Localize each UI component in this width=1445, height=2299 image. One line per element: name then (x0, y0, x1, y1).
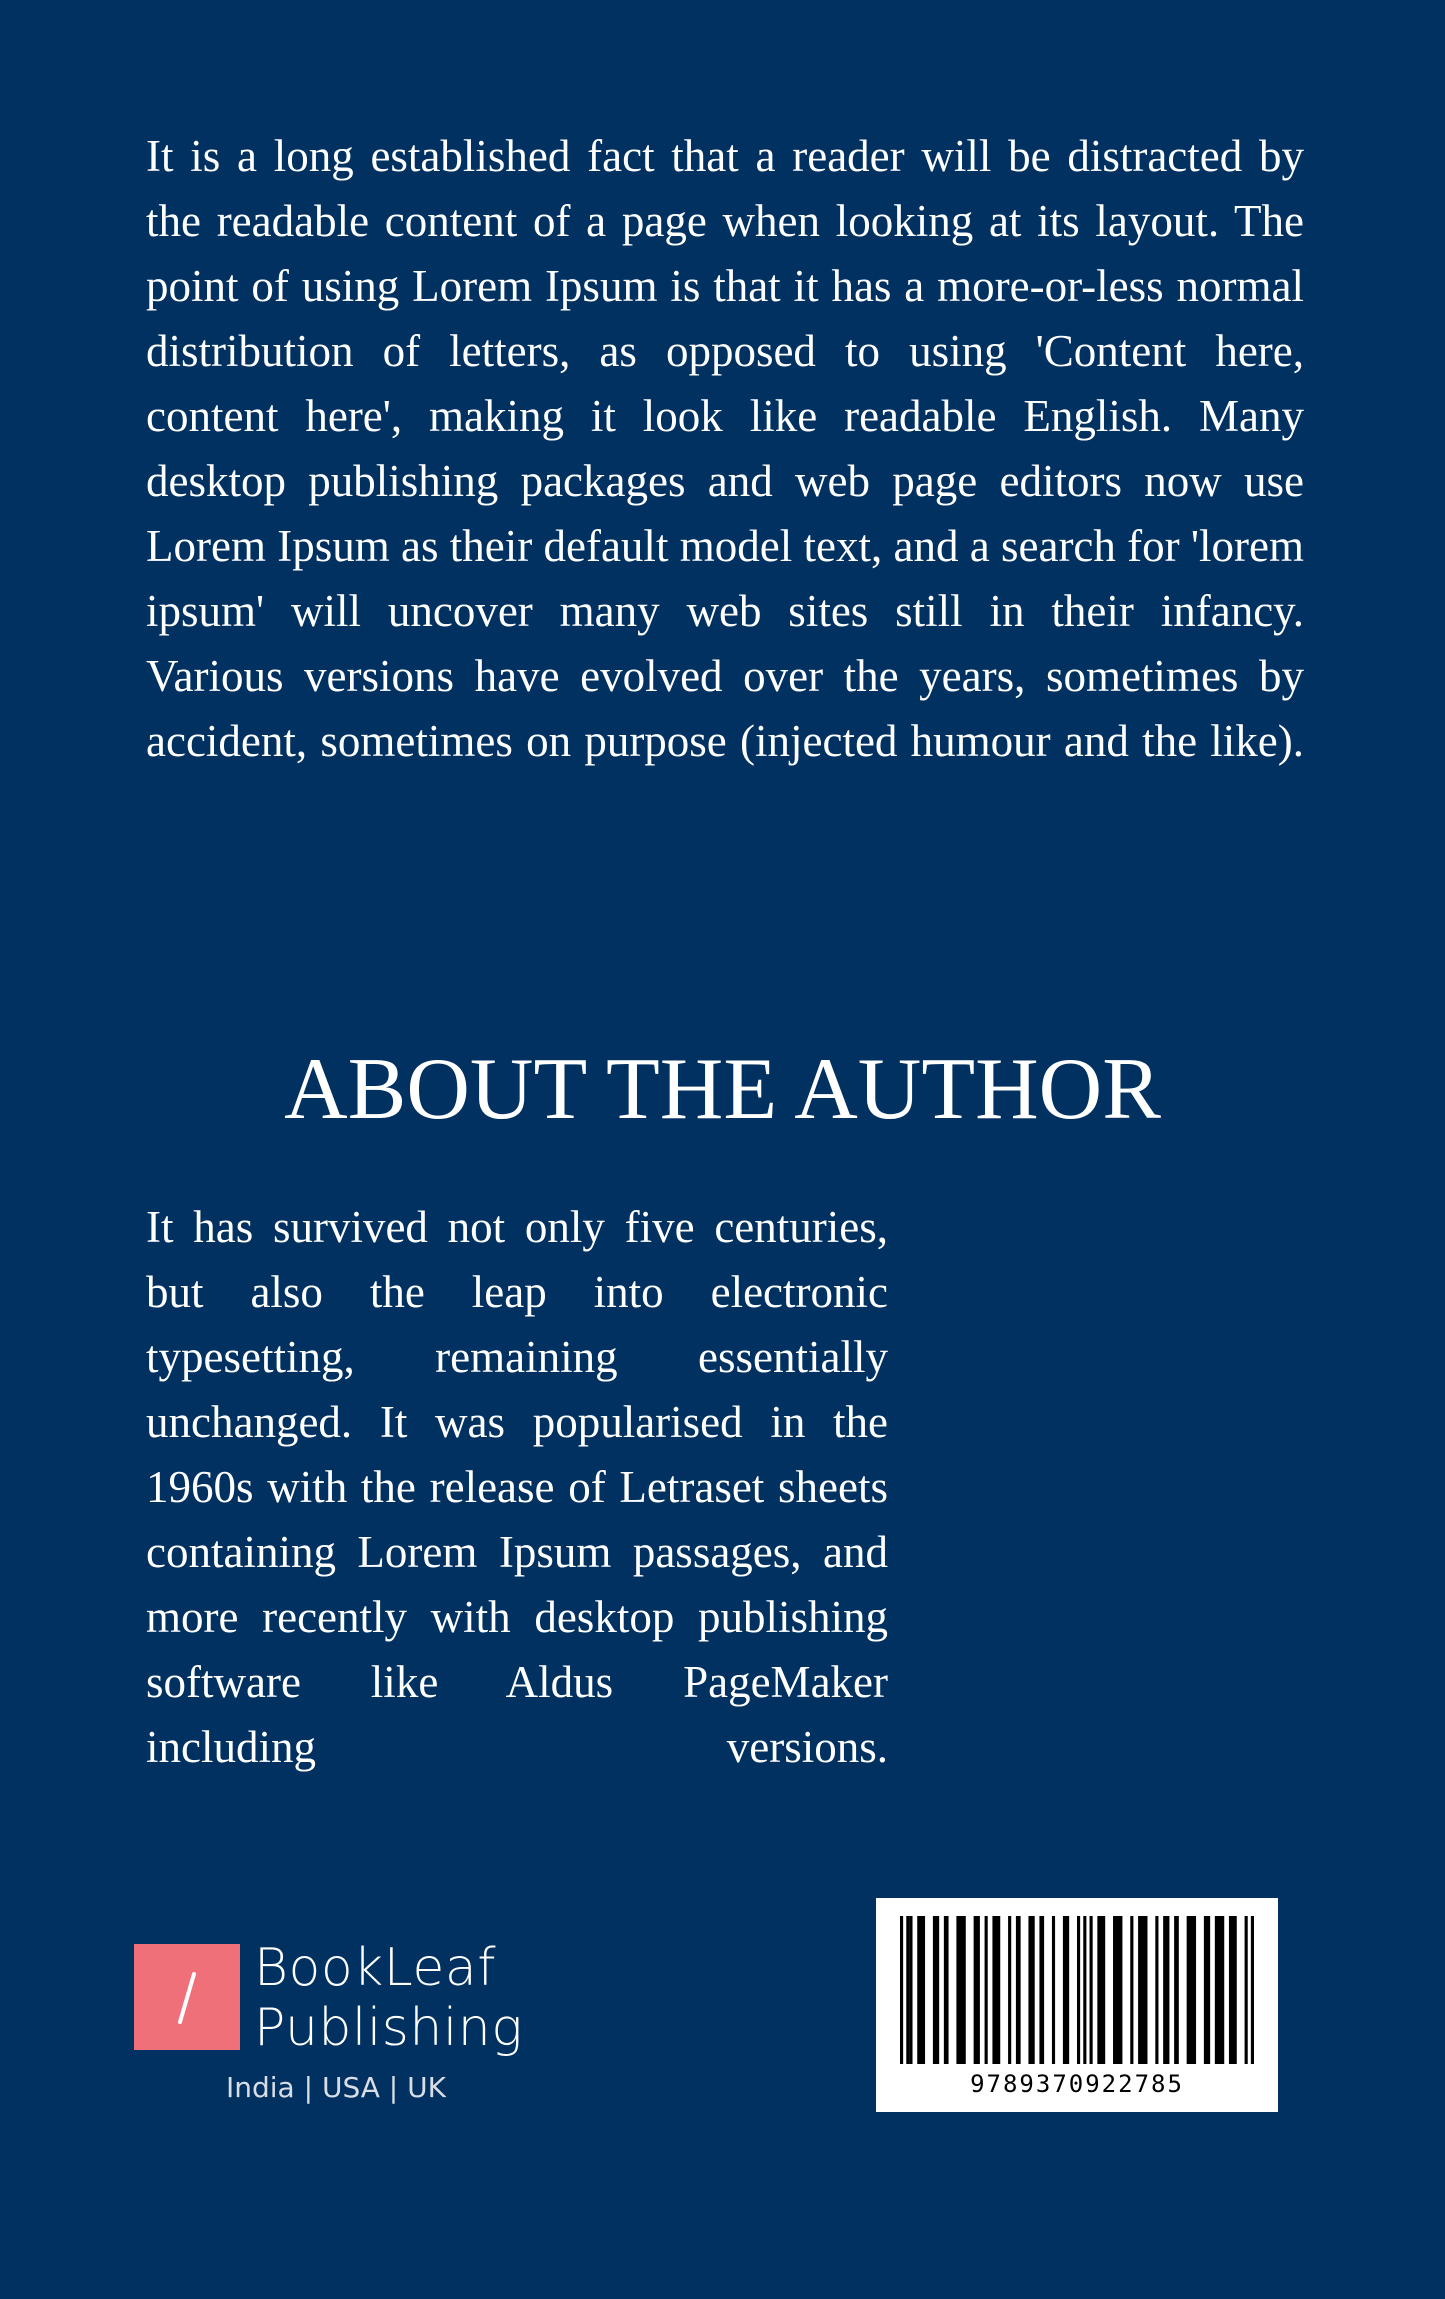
isbn-barcode (876, 1898, 1278, 2112)
barcode-bar (909, 1916, 912, 2064)
barcode-bar (1113, 1916, 1122, 2064)
barcode-bar (944, 1916, 949, 2064)
publisher-name (254, 1938, 523, 2058)
publisher-logo (134, 1938, 554, 2104)
barcode-bar (900, 1916, 903, 2064)
barcode-bar (1083, 1916, 1086, 2064)
barcode-bar (1028, 1916, 1034, 2064)
publisher-name-line1: BookLeaf (254, 1938, 497, 1998)
isbn-number: 9789370922785 (970, 2070, 1184, 2098)
barcode-bar (1251, 1916, 1254, 2064)
barcode-bar (1163, 1916, 1169, 2064)
book-blurb: It is a long established fact that a reader will be distracted by the readable content of a page when looking at its layout. The point of using Lorem Ipsum is that it has a more-or-less normal distribution of letters, as opposed to using 'Content here, content here', making it look like readable English. Many desktop publishing packages and web page editors now use Lorem Ipsum as their default model text, and a search for 'lorem ipsum' will uncover many web sites still in their infancy. Various versions have evolved over the years, sometimes by accident, sometimes on purpose (injected humour and the like). (146, 131, 1304, 766)
barcode-bar (956, 1916, 965, 2064)
barcode-bar (906, 1916, 909, 2064)
barcode-bar (1008, 1916, 1011, 2064)
barcode-bar (1174, 1916, 1179, 2064)
barcode-bar (1063, 1916, 1069, 2064)
barcode-bar (1130, 1916, 1133, 2064)
barcode-bar (1016, 1916, 1021, 2064)
barcode-bar (1187, 1916, 1196, 2064)
publisher-regions: India | USA | UK (226, 2071, 446, 2104)
barcode-bar (1204, 1916, 1210, 2064)
barcode-bar (1090, 1916, 1093, 2064)
barcode-bar (1077, 1916, 1080, 2064)
barcode-bar (933, 1916, 939, 2064)
author-bio: It has survived not only five centuries, but also the leap into electronic typesetting, remaining essentially unchanged. It was popularised in the 1960s with the release of Letraset sheets containing Lorem Ipsum passages, and more recently with desktop publishing software like Aldus PageMaker including versions. (146, 1202, 888, 1772)
barcode-bar (1229, 1916, 1237, 2064)
barcode-bar (917, 1916, 925, 2064)
barcode-bar (974, 1916, 980, 2064)
barcode-bars-icon (900, 1916, 1254, 2066)
publisher-name-line2: Publishing (254, 1998, 523, 2058)
slash-logo-icon (134, 1944, 240, 2050)
about-the-author-heading: ABOUT THE AUTHOR (284, 1041, 1161, 1138)
barcode-bar (1155, 1916, 1158, 2064)
barcode-bar (1052, 1916, 1055, 2064)
barcode-bar (985, 1916, 988, 2064)
barcode-bar (1245, 1916, 1248, 2064)
barcode-bar (1138, 1916, 1147, 2064)
barcode-bar (1039, 1916, 1044, 2064)
barcode-bar (1097, 1916, 1105, 2064)
barcode-bar (992, 1916, 1000, 2064)
barcode-bar (1215, 1916, 1224, 2064)
